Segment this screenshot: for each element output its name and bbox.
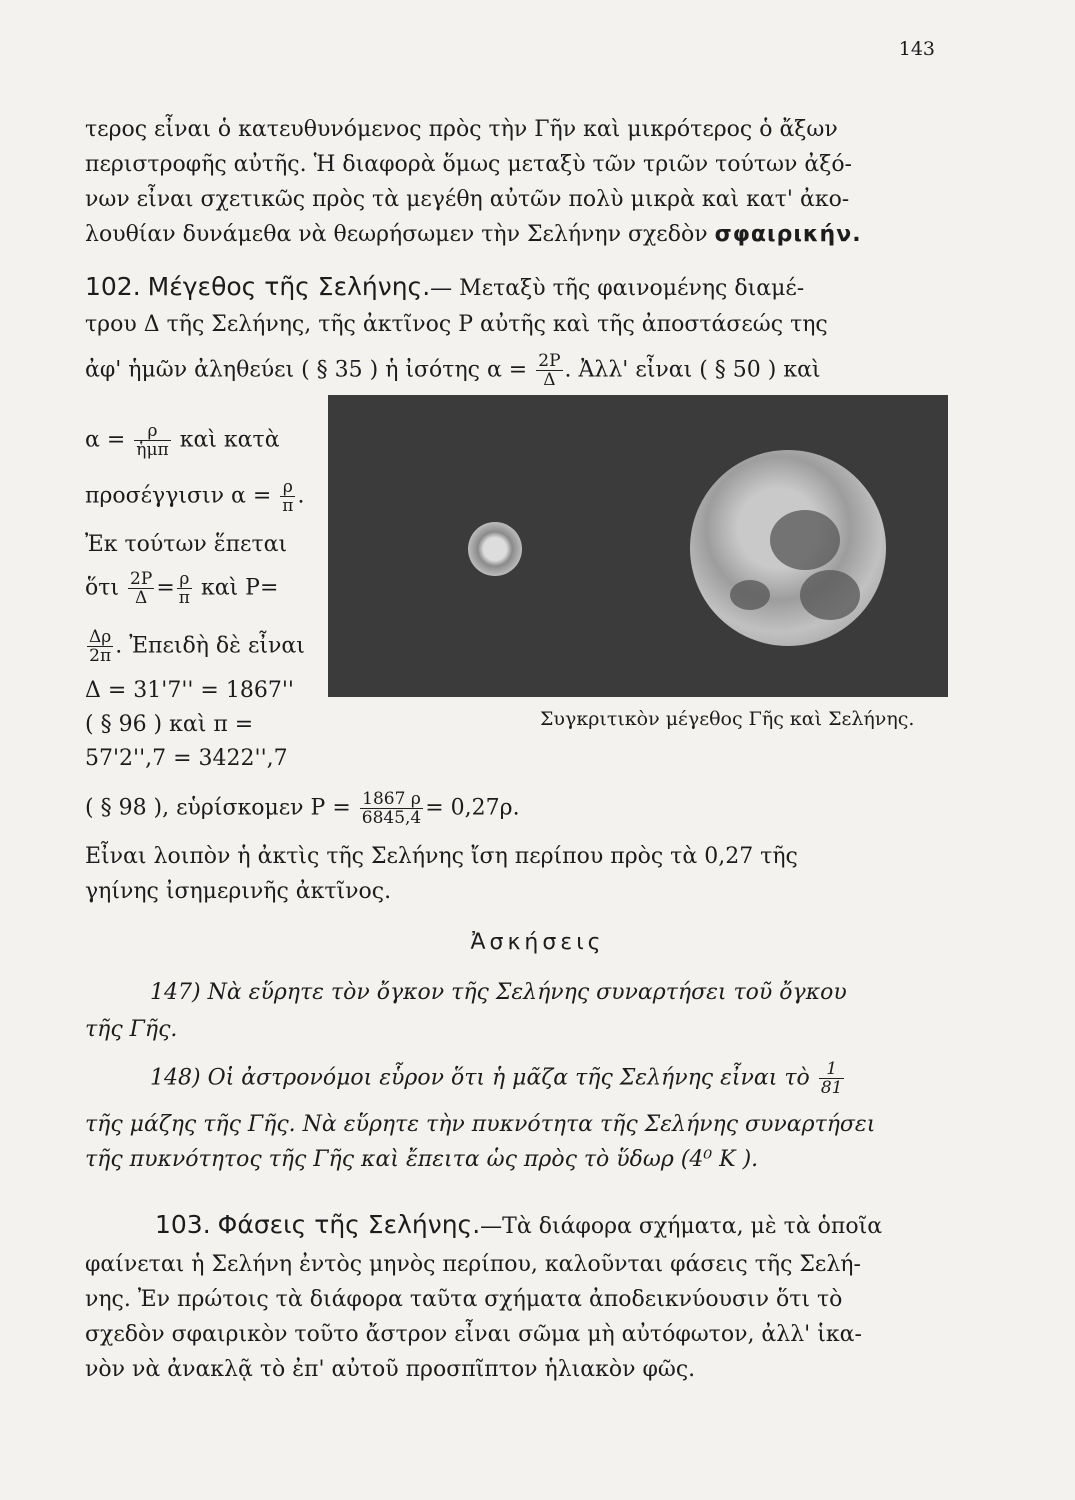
earth-disc <box>690 450 886 646</box>
moon-earth-photo <box>328 395 948 697</box>
exercise-147-cont: τῆς Γῆς. <box>85 1017 178 1042</box>
text-span: καὶ κατὰ <box>179 427 280 453</box>
text-span: . Ἀλλ' εἶναι ( § 50 ) καὶ <box>564 357 821 383</box>
fraction <box>177 570 192 607</box>
fraction <box>280 478 295 515</box>
fraction-denominator: 81 <box>820 1078 843 1098</box>
section-title: Φάσεις τῆς Σελήνης. <box>217 1210 481 1239</box>
fraction <box>819 1060 845 1097</box>
earth-dark-region <box>770 510 840 570</box>
exercise-148 <box>150 1060 940 1097</box>
text-line: 57'2'',7 = 3422'',7 <box>85 746 288 771</box>
section-title: Μέγεθος τῆς Σελήνης. <box>147 272 431 301</box>
figure-caption: Συγκριτικὸν μέγεθος Γῆς καὶ Σελήνης. <box>540 708 915 730</box>
fraction-numerator: 1867 ρ <box>360 790 423 809</box>
fraction <box>134 422 170 459</box>
fraction-denominator: ἡμπ <box>136 440 169 460</box>
fraction <box>536 352 562 389</box>
text-line: τερος εἶναι ὁ κατευθυνόμενος πρὸς τὴν Γῆν καὶ μικρότερος ὁ ἄξων <box>85 117 838 142</box>
fraction-numerator: Δρ <box>89 627 112 647</box>
section-102-heading <box>85 272 940 304</box>
fraction-numerator: ρ <box>177 570 192 589</box>
text-span: —Τὰ διάφορα σχήματα, μὲ τὰ ὁποῖα <box>480 1214 883 1239</box>
text-line: γηίνης ἰσημερινῆς ἀκτῖνος. <box>85 879 392 904</box>
text-span: . Ἐπειδὴ δὲ εἶναι <box>115 633 305 659</box>
text-span: ( § 98 ), εὑρίσκομεν Ρ = <box>85 795 351 821</box>
exercises-heading <box>300 928 775 958</box>
text-line: σχεδὸν σφαιρικὸν τοῦτο ἄστρον εἶναι σῶμα μὴ αὐτόφωτον, ἀλλ' ἱκα- <box>85 1322 862 1347</box>
text-line: τῆς πυκνότητος τῆς Γῆς καὶ ἔπειτα ὡς πρὸς τὸ ὕδωρ (4⁰ Κ ). <box>85 1147 759 1172</box>
text-span: ὅτι <box>85 575 120 601</box>
text-line: ( § 96 ) καὶ π = <box>85 712 254 737</box>
bold-term: σφαιρικήν. <box>714 222 862 247</box>
text-span: = <box>156 575 175 601</box>
moon-disc <box>468 522 522 576</box>
section-number: 103. <box>155 1210 211 1239</box>
text-line: τῆς μάζης τῆς Γῆς. Νὰ εὕρητε τὴν πυκνότητα τῆς Σελήνης συναρτήσει <box>85 1112 876 1137</box>
section-number: 102. <box>85 272 141 301</box>
text-line <box>85 790 940 827</box>
fraction-numerator: 2Ρ <box>130 569 153 589</box>
text-line <box>85 352 940 389</box>
fraction-numerator: 2Ρ <box>538 351 561 371</box>
text-line: τρου Δ τῆς Σελήνης, τῆς ἀκτῖνος Ρ αὐτῆς καὶ τῆς ἀποστάσεώς της <box>85 312 828 337</box>
text-line: φαίνεται ἡ Σελήνη ἐντὸς μηνὸς περίπου, καλοῦνται φάσεις τῆς Σελή- <box>85 1252 861 1277</box>
fraction-numerator: 1 <box>819 1060 845 1079</box>
text-line: Εἶναι λοιπὸν ἡ ἀκτὶς τῆς Σελήνης ἴση περίπου πρὸς τὰ 0,27 τῆς <box>85 844 798 869</box>
text-span: α = <box>85 427 126 453</box>
text-span: = 0,27ρ. <box>425 795 520 821</box>
earth-dark-region <box>800 570 860 620</box>
fraction-denominator: 2π <box>89 646 112 666</box>
text-line <box>85 422 335 459</box>
text-line <box>85 570 335 607</box>
section-103-heading <box>155 1210 940 1242</box>
text-line: Ἐκ τούτων ἕπεται <box>85 532 288 557</box>
text-span: Ἀσκήσεις <box>470 930 605 955</box>
fraction-denominator: π <box>178 588 190 608</box>
fraction <box>87 628 113 665</box>
text-line: νων εἶναι σχετικῶς πρὸς τὰ μεγέθη αὐτῶν πολὺ μικρὰ καὶ κατ' ἀκο- <box>85 187 850 212</box>
text-line: Δ = 31'7'' = 1867'' <box>85 678 294 703</box>
text-line: περιστροφῆς αὐτῆς. Ἡ διαφορὰ ὅμως μεταξὺ τῶν τριῶν τούτων ἀξό- <box>85 152 852 177</box>
text-span: 148) Οἱ ἀστρονόμοι εὗρον ὅτι ἡ μᾶζα τῆς Σελήνης εἶναι τὸ <box>150 1065 810 1091</box>
fraction-denominator: 6845,4 <box>361 808 422 828</box>
text-span: καὶ Ρ= <box>200 575 279 601</box>
fraction <box>128 570 154 607</box>
text-line <box>85 628 335 665</box>
earth-dark-region <box>730 580 770 610</box>
fraction-denominator: Δ <box>135 588 148 608</box>
fraction-numerator: ρ <box>280 478 295 497</box>
text-span: . <box>297 483 305 509</box>
text-span: — Μεταξὺ τῆς φαινομένης διαμέ- <box>430 276 805 301</box>
fraction <box>360 790 423 827</box>
fraction-numerator: ρ <box>134 422 170 441</box>
fraction-denominator: π <box>282 496 294 516</box>
text-line <box>85 478 335 515</box>
fraction-denominator: Δ <box>543 370 556 390</box>
exercise-147: 147) Νὰ εὕρητε τὸν ὄγκον τῆς Σελήνης συναρτήσει τοῦ ὄγκου <box>150 980 847 1005</box>
text-span: ἀφ' ἡμῶν ἀληθεύει ( § 35 ) ἡ ἰσότης α = <box>85 357 528 383</box>
text-span: λουθίαν δυνάμεθα νὰ θεωρήσωμεν τὴν Σελήνην σχεδὸν <box>85 222 708 247</box>
text-span: προσέγγισιν α = <box>85 483 272 509</box>
text-line: νὸν νὰ ἀνακλᾷ τὸ ἐπ' αὐτοῦ προσπῖπτον ἡλιακὸν φῶς. <box>85 1357 696 1382</box>
text-line: νης. Ἐν πρώτοις τὰ διάφορα ταῦτα σχήματα ἀποδεικνύουσιν ὅτι τὸ <box>85 1287 843 1312</box>
page-number: 143 <box>898 38 935 60</box>
text-line <box>85 220 940 250</box>
